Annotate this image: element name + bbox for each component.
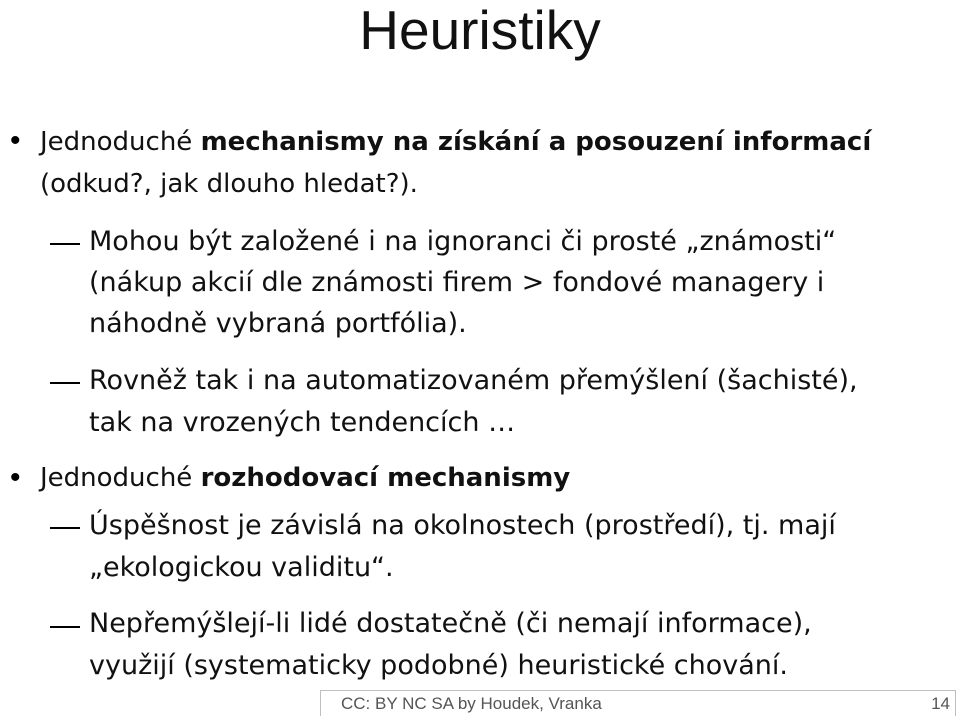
bullet-2-text: Jednoduché (40, 463, 201, 493)
bullet-2-line-1 (40, 458, 570, 498)
bullet-2-bold-text: rozhodovací mechanismy (200, 463, 571, 493)
sub-1-2-line-2: tak na vrozených tendencích … (89, 407, 516, 438)
sub-2-1-line-1: Úspěšnost je závislá na okolnostech (prostředí), tj. mají (89, 510, 836, 541)
sub-1-1-line-2: (nákup akcií dle známosti firem > fondové managery i (89, 267, 825, 298)
slide-title: Heuristiky (359, 0, 601, 61)
sub-1-1-line-3: náhodně vybraná portfólia). (89, 308, 467, 339)
bullet-1-text: Jednoduché (40, 127, 201, 157)
dash-marker (50, 382, 80, 384)
dash-marker (50, 243, 80, 245)
bullet-dot: • (10, 124, 21, 157)
bullet-dot: • (10, 461, 21, 494)
sub-2-2-line-2: využijí (systematicky podobné) heuristické chování. (89, 650, 788, 681)
bullet-1-bold-text: mechanismy na získání a posouzení informací (200, 127, 872, 157)
bullet-1-line-1 (40, 122, 871, 162)
page-number: 14 (931, 694, 950, 713)
dash-marker (50, 527, 80, 529)
sub-1-2-line-1: Rovněž tak i na automatizovaném přemýšlení (šachisté), (89, 365, 858, 396)
sub-1-1-line-1: Mohou být založené i na ignoranci či prosté „známosti“ (89, 226, 837, 257)
bullet-1-line-2: (odkud?, jak dlouho hledat?). (40, 169, 418, 199)
dash-marker (50, 626, 80, 628)
sub-2-2-line-1: Nepřemýšlejí-li lidé dostatečně (či nemají informace), (89, 608, 812, 639)
sub-2-1-line-2: „ekologickou validitu“. (89, 552, 394, 583)
footer-credit: CC: BY NC SA by Houdek, Vranka (341, 694, 602, 713)
